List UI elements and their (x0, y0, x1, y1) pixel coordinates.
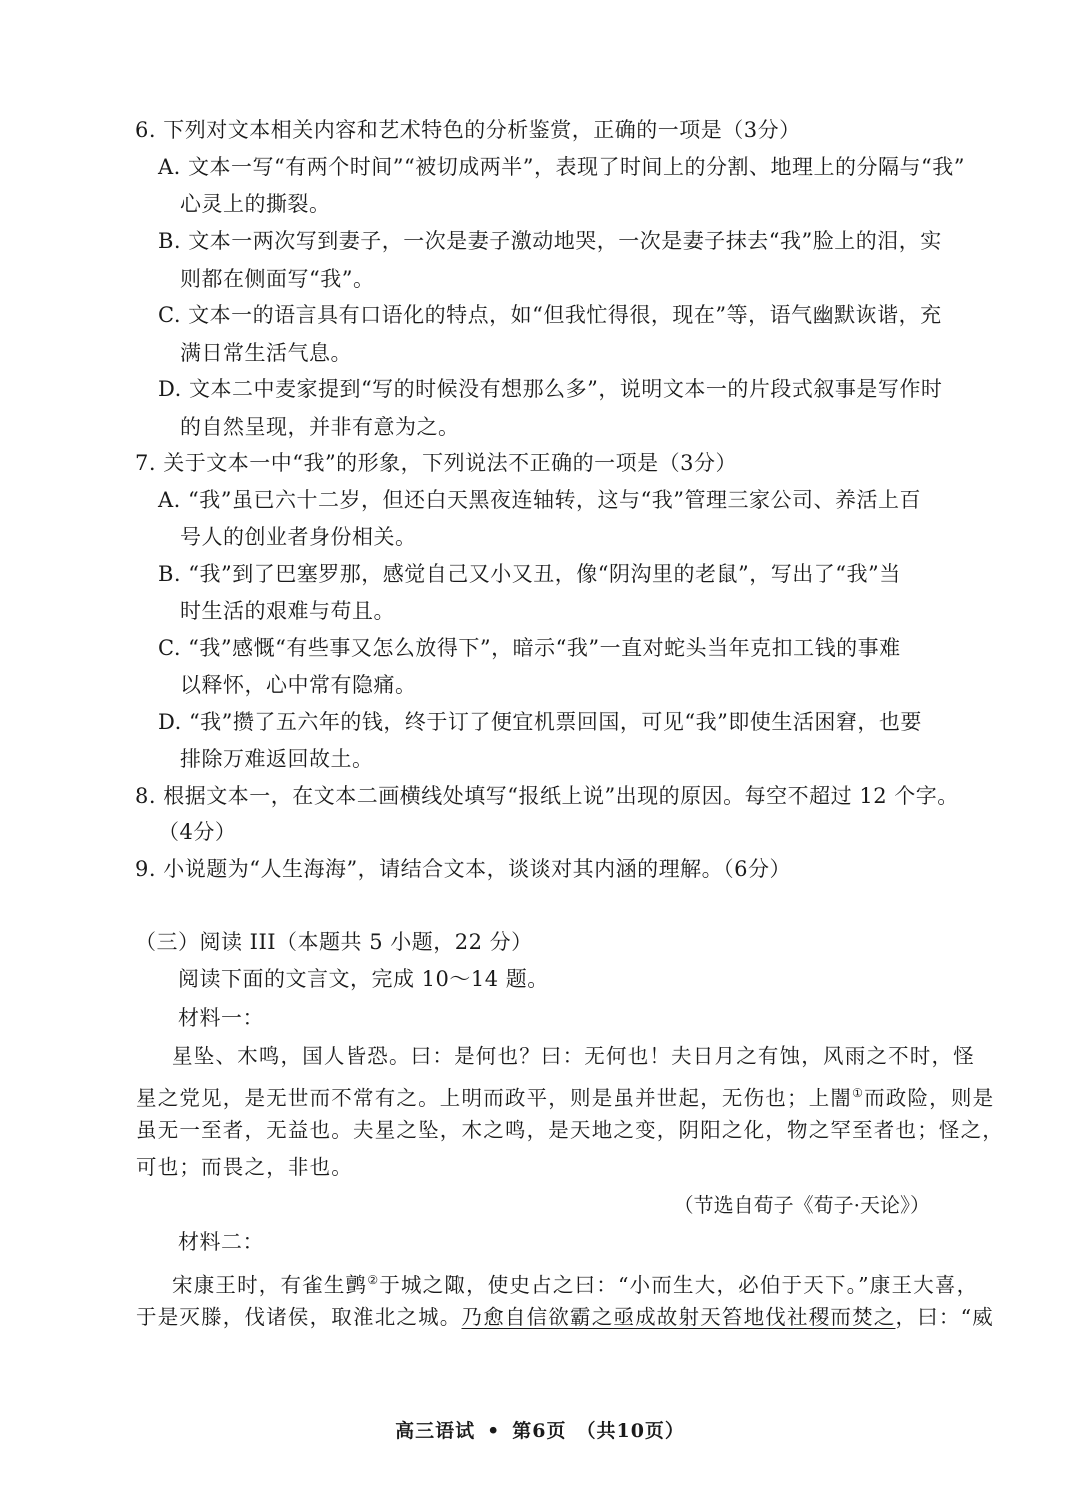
material1-line-1: 星坠、木鸣，国人皆恐。曰：是何也？曰：无何也！夫日月之有蚀，风雨之不时，怪 (172, 1044, 975, 1068)
material1-line-3: 虽无一至者，无益也。夫星之坠，木之鸣，是天地之变，阴阳之化，物之罕至者也；怪之， (136, 1118, 1004, 1142)
footer-page-number: 第6页 (512, 1420, 567, 1442)
material1-label: 材料一： (178, 1006, 264, 1030)
q7-option-a-cont: 号人的创业者身份相关。 (180, 525, 417, 549)
material2-line-2-text: 于是灭滕，伐诸侯，取淮北之城。 (136, 1305, 462, 1329)
q7-option-c-cont: 以释怀，心中常有隐痛。 (180, 673, 417, 697)
material2-label: 材料二： (178, 1230, 264, 1254)
footer-subject: 高三语试 (395, 1420, 476, 1442)
q7-option-b-cont: 时生活的艰难与苟且。 (180, 599, 395, 623)
q6-option-c: C. 文本一的语言具有口语化的特点，如“但我忙得很，现在”等，语气幽默诙谐，充 (158, 303, 942, 327)
material2-line-1-text: 宋康王时，有雀生鹯 (172, 1272, 368, 1297)
q6-option-b: B. 文本一两次写到妻子，一次是妻子激动地哭，一次是妻子抹去“我”脸上的泪，实 (158, 229, 942, 253)
q6-option-a-cont: 心灵上的撕裂。 (180, 192, 331, 216)
q7-option-d-cont: 排除万难返回故土。 (180, 747, 374, 771)
page-footer (0, 1416, 1080, 1443)
q7-option-c: C. “我”感慨“有些事又怎么放得下”，暗示“我”一直对蛇头当年克扣工钱的事难 (158, 636, 901, 660)
material2-line-1-text-b: 于城之陬，使史占之曰：“小而生大，必伯于天下。”康王大喜， (379, 1272, 979, 1297)
material2-line-2 (136, 1302, 994, 1332)
underlined-sentence: 乃愈自信欲霸之亟成故射天笞地伐社稷而焚之 (461, 1305, 896, 1329)
footnote-marker-1: ① (852, 1086, 865, 1100)
footer-total-pages: （共10页） (576, 1420, 685, 1442)
material1-source: （节选自荀子《荀子·天论》） (673, 1193, 930, 1217)
q6-option-d-cont: 的自然呈现，并非有意为之。 (180, 415, 460, 439)
q6-stem: 6. 下列对文本相关内容和艺术特色的分析鉴赏，正确的一项是（3分） (135, 118, 801, 142)
q8-stem: 8. 根据文本一，在文本二画横线处填写“报纸上说”出现的原因。每空不超过 12 个字。 (135, 784, 959, 808)
q6-option-d: D. 文本二中麦家提到“写的时候没有想那么多”，说明文本一的片段式叙事是写作时 (158, 377, 943, 401)
section3-instruction: 阅读下面的文言文，完成 10～14 题。 (178, 967, 549, 991)
material1-line-2-text: 星之党见，是无世而不常有之。上明而政平，则是虽并世起，无伤也；上闇 (136, 1085, 853, 1110)
footnote-marker-2: ② (367, 1273, 380, 1287)
q7-option-b: B. “我”到了巴塞罗那，感觉自己又小又丑，像“阴沟里的老鼠”，写出了“我”当 (158, 562, 901, 586)
q6-option-a: A. 文本一写“有两个时间”“被切成两半”，表现了时间上的分割、地理上的分隔与“我” (158, 155, 965, 179)
q7-stem: 7. 关于文本一中“我”的形象，下列说法不正确的一项是（3分） (135, 451, 738, 475)
section3-heading: （三）阅读 III（本题共 5 小题，22 分） (135, 930, 533, 954)
q6-option-b-cont: 则都在侧面写“我”。 (180, 267, 375, 291)
q9-stem: 9. 小说题为“人生海海”，请结合文本，谈谈对其内涵的理解。（6分） (135, 857, 792, 881)
q7-option-a: A. “我”虽已六十二岁，但还白天黑夜连轴转，这与“我”管理三家公司、养活上百 (158, 488, 921, 512)
material2-line-2-text-b: ，曰：“威 (895, 1305, 994, 1329)
material1-line-2-text-b: 而政险，则是 (864, 1085, 995, 1110)
material1-line-2 (136, 1078, 994, 1113)
footer-separator: • (487, 1420, 501, 1442)
q6-option-c-cont: 满日常生活气息。 (180, 341, 352, 365)
material1-line-4: 可也；而畏之，非也。 (136, 1155, 353, 1179)
q8-score: （4分） (158, 820, 237, 844)
material2-line-1 (172, 1265, 978, 1300)
q7-option-d: D. “我”攒了五六年的钱，终于订了便宜机票回国，可见“我”即使生活困窘，也要 (158, 710, 922, 734)
